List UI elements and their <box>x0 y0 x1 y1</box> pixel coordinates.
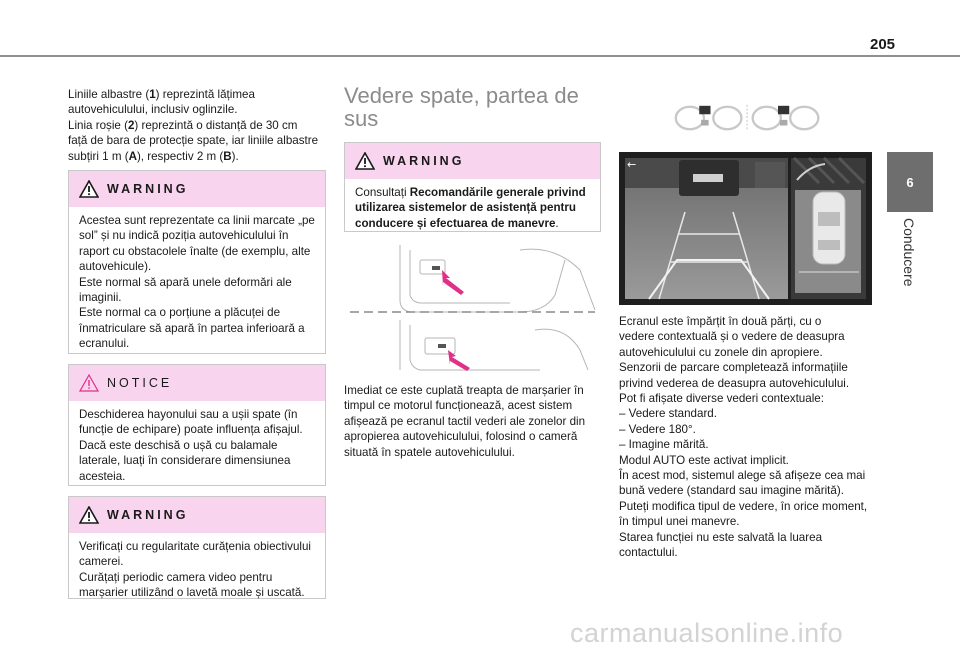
camera-view-image <box>619 152 872 305</box>
page-number: 205 <box>870 36 896 53</box>
warning-title: WARNING <box>107 508 189 522</box>
notice-box-door: NOTICE Deschiderea hayonului sau a ușii spate (în funcție de echipare) poate influența afișajul. Dacă este deschisă o ușă cu balamale laterale, luați în considerare dimensiunea acesteia. <box>68 364 326 486</box>
section-title: Vedere spate, partea de sus <box>344 83 579 131</box>
notice-title: NOTICE <box>107 376 173 390</box>
rear-camera-location-illustration <box>340 240 602 375</box>
warning-triangle-icon <box>355 152 375 170</box>
chapter-title: Conducere <box>901 218 917 287</box>
warning-title: WARNING <box>383 154 465 168</box>
warning-box-ground-lines: WARNING Acestea sunt reprezentate ca linii marcate „pe sol” și nu indică poziția autovehiculului în raport cu obstacolele înalte (de exemplu, alte autovehicule). Este normal să apară unele deformări ale imaginii. Este normal ca o porțiune a plăcuței de înmatriculare să apară în partea inferioară a ecranului. <box>68 170 326 354</box>
col2-body-text: Imediat ce este cuplată treapta de marșarier în timpul ce motorul funcționează, acest sistem afișează pe ecranul tactil vederi ale zonelor din apropierea autovehiculului, folosind o cameră situată în spatele autovehiculului. <box>344 384 586 459</box>
rear-camera-screen <box>619 152 872 305</box>
warning-title: WARNING <box>107 182 189 196</box>
col3-body-text: Ecranul este împărțit în două părți, cu o vedere contextuală și o vedere de deasupra autovehiculului cu zonele din apropiere. Senzorii de parcare completează informațiile privind vederea de deasupra autovehiculului. Pot fi afișate diverse vederi contextuale: – Vedere standard. – Vedere 180°. – Imagine mărită. Modul AUTO este activat implicit. În acest mod, sistemul alege să afișeze cea mai bună vedere (standard sau imagine mărită). Puteți modifica tipul de vedere, în orice moment, în timpul unei manevre. Starea funcției nu este salvată la luarea contactului. <box>619 315 868 560</box>
back-arrow-icon: ← <box>627 158 637 171</box>
warning-triangle-icon <box>79 506 99 524</box>
intro-text: Liniile albastre (1) reprezintă lățimea autovehiculului, inclusiv oglinzile. Linia roșie (2) reprezintă o distanță de 30 cm față de bara de protecție spate, iar liniile albastre subțiri 1 m (A), respectiv 2 m (B). <box>68 88 319 163</box>
top-divider <box>0 55 960 57</box>
notice-triangle-icon <box>79 374 99 392</box>
watermark: carmanualsonline.info <box>570 618 844 648</box>
warning-triangle-icon <box>79 180 99 198</box>
chapter-tab[interactable]: 6 <box>887 152 933 212</box>
warning-box-camera-cleaning: WARNING Verificați cu regularitate curățenia obiectivului camerei. Curățați periodic camera video pentru marșarier utilizând o lavetă moale și uscată. <box>68 496 326 599</box>
warning-box-recommendations: WARNING Consultați Recomandările generale privind utilizarea sistemelor de asistență pentru conducere și efectuarea de manevre. <box>344 142 601 232</box>
steering-wheel-display-icons <box>668 103 828 133</box>
